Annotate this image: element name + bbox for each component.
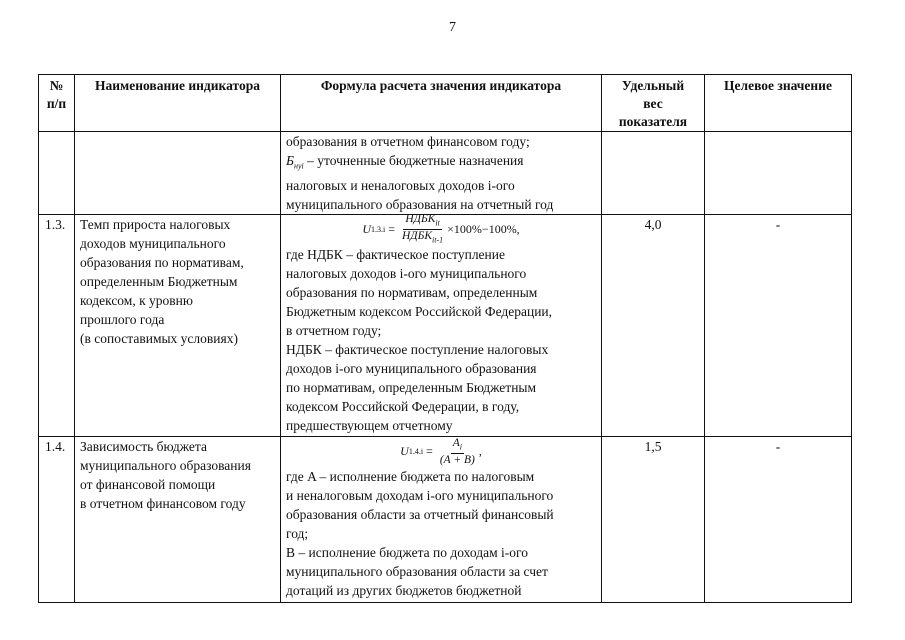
table-row [39, 132, 852, 215]
indicators-table [38, 74, 852, 603]
indicator-formula: U 1.4.i = $\frac{A_i}{(A + B)}$ , где A – исполнение бюджета по налоговым и неналоговым доходам i-ого муниципального образования области за отчетный финансовый год; B – исполнение бюджета по доходам i-ого муниципального образования области за счет дотаций из других бюджетов бюджетной [281, 436, 602, 602]
header-weight: Удельный вес показателя [602, 75, 705, 132]
row-number: 1.4. [39, 436, 75, 602]
page-number: 7 [449, 20, 456, 35]
indicator-target: - [705, 436, 852, 602]
table-header-row [39, 75, 852, 132]
formula-1-3: U 1.3.i = $\frac{НДБК_{it}}{НДБК_{it-1}}$ ×100%−100%, [362, 212, 520, 245]
indicator-weight: 4,0 [602, 214, 705, 436]
row-number: 1.3. [39, 214, 75, 436]
header-num: № п/п [39, 75, 75, 132]
indicator-name: Темп прироста налоговых доходов муниципального образования по нормативам, определенным Бюджетным кодексом, к уровню прошлого года (в сопоставимых условиях) [75, 214, 281, 436]
header-formula: Формула расчета значения индикатора [281, 75, 602, 132]
formula-fraction: $\frac{A_i}{(A + B)}$ [439, 436, 475, 466]
table-row [39, 214, 852, 436]
table-row [39, 436, 852, 602]
header-name: Наименование индикатора [75, 75, 281, 132]
formula-fraction: $\frac{НДБК_{it}}{НДБК_{it-1}}$ [402, 212, 444, 245]
indicator-formula: U 1.3.i = $\frac{НДБК_{it}}{НДБК_{it-1}}$ ×100%−100%, где НДБК – фактическое поступление налоговых доходов i-ого муниципального образования по нормативам, определенным Бюджетным кодексом Российской Федерации, в отчетном году; НДБК – фактическое поступление налоговых доходов i-ого муниципального образования по нормативам, определенным Бюджетным кодексом Российской Федерации, в году, предшествующем отчетному [281, 214, 602, 436]
indicator-weight: 1,5 [602, 436, 705, 602]
cont-formula-cell: образования в отчетном финансовом году; $Б_{нуi}$ – уточненные бюджетные назначения налоговых и неналоговых доходов i-ого муниципального образования на отчетный год [281, 132, 602, 215]
formula-1-4: U 1.4.i = $\frac{A_i}{(A + B)}$ , [400, 436, 482, 466]
indicator-target: - [705, 214, 852, 436]
header-target: Целевое значение [705, 75, 852, 132]
indicator-name: Зависимость бюджета муниципального образования от финансовой помощи в отчетном финансовом году [75, 436, 281, 602]
